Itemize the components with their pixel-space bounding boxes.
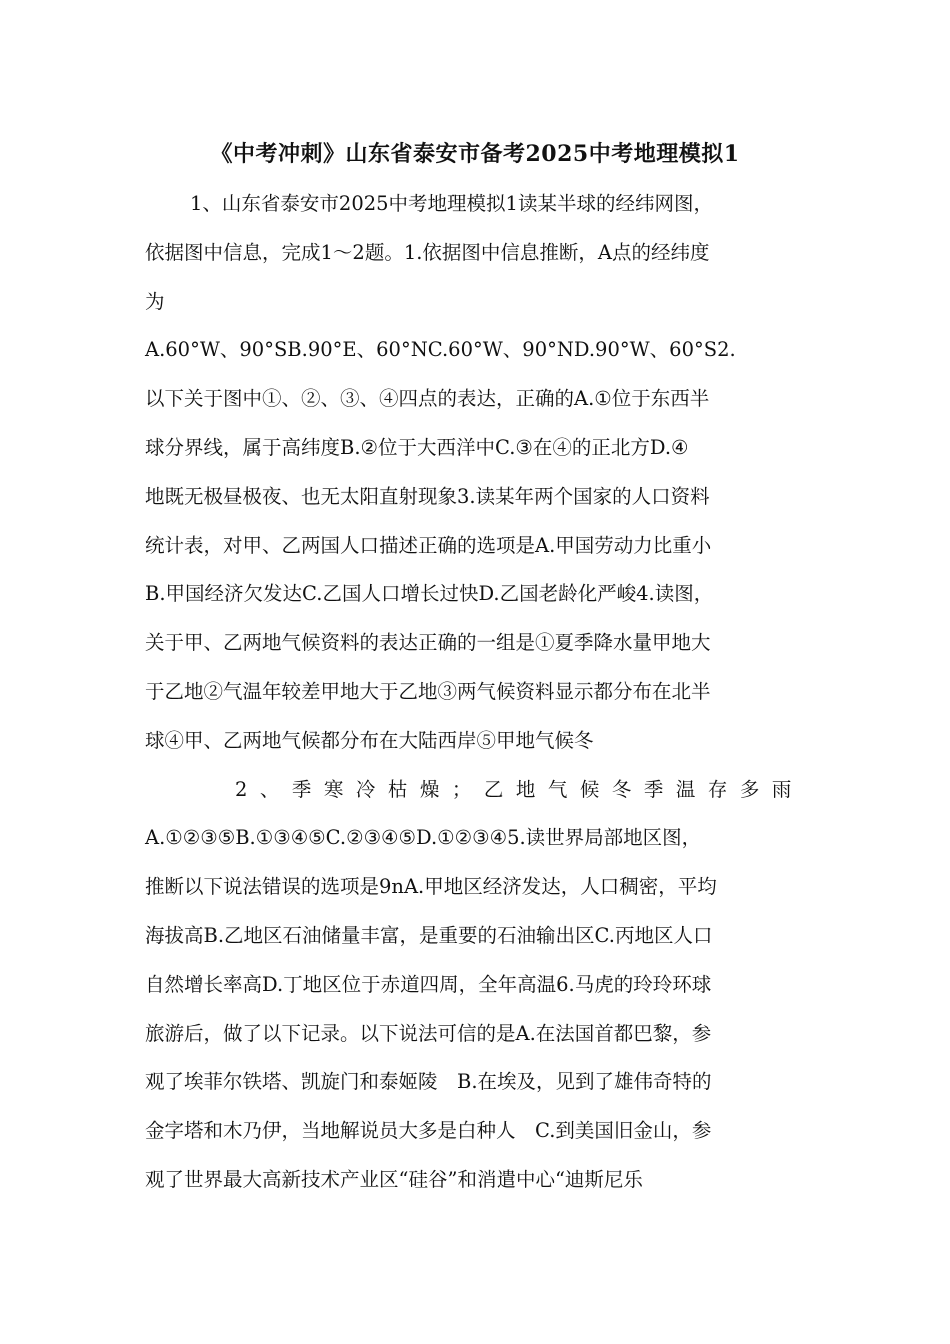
text-line: 球④甲、乙两地气候都分布在大陆西岸⑤甲地气候冬: [145, 728, 594, 752]
document-body: [145, 180, 810, 1205]
text-line: 自然增长率高D.丁地区位于赤道四周，全年高温6.马虎的玲玲环球: [145, 972, 712, 996]
text-line: B.甲国经济欠发达C.乙国人口增长过快D.乙国老龄化严峻4.读图，: [145, 582, 714, 606]
text-line: 地既无极昼极夜、也无太阳直射现象3.读某年两个国家的人口资料: [145, 484, 710, 508]
text-line: 关于甲、乙两地气候资料的表达正确的一组是①夏季降水量甲地大: [145, 631, 711, 655]
text-line: A.①②③⑤B.①③④⑤C.②③④⑤D.①②③④5.读世界局部地区图，: [145, 826, 702, 850]
text-line: A.60°W、90°SB.90°E、60°NC.60°W、90°ND.90°W、60°S2.: [145, 338, 736, 362]
text-line: 观了世界最大高新技术产业区“硅谷”和消遣中心“迪斯尼乐: [145, 1167, 643, 1191]
text-line: 为: [145, 289, 165, 313]
text-line: 依据图中信息，完成1～2题。1.依据图中信息推断，A点的经纬度: [145, 240, 710, 264]
text-line: 推断以下说法错误的选项是9nA.甲地区经济发达，人口稠密，平均: [145, 875, 717, 899]
text-line: 球分界线，属于高纬度B.②位于大西洋中C.③在④的正北方D.④: [145, 435, 689, 459]
text-line: 1、山东省泰安市2025中考地理模拟1读某半球的经纬网图，: [190, 192, 713, 215]
text-line: 统计表，对甲、乙两国人口描述正确的选项是A.甲国劳动力比重小: [145, 533, 712, 557]
document-title: 《中考冲刺》山东省泰安市备考2025中考地理模拟1: [210, 141, 740, 167]
text-line: 海拔高B.乙地区石油储量丰富，是重要的石油输出区C.丙地区人口: [145, 923, 713, 947]
text-line: 金字塔和木乃伊，当地解说员大多是白种人 C.到美国旧金山，参: [145, 1119, 712, 1143]
text-line: 于乙地②气温年较差甲地大于乙地③两气候资料显示都分布在北半: [145, 679, 711, 703]
text-line: 2、季寒冷枯燥；乙地气候冬季温存多雨: [235, 777, 804, 801]
text-line: 以下关于图中①、②、③、④四点的表达，正确的A.①位于东西半: [145, 387, 710, 411]
text-line: 观了埃菲尔铁塔、凯旋门和泰姬陵 B.在埃及，见到了雄伟奇特的: [145, 1070, 712, 1094]
text-line: 旅游后，做了以下记录。以下说法可信的是A.在法国首都巴黎，参: [145, 1021, 712, 1045]
